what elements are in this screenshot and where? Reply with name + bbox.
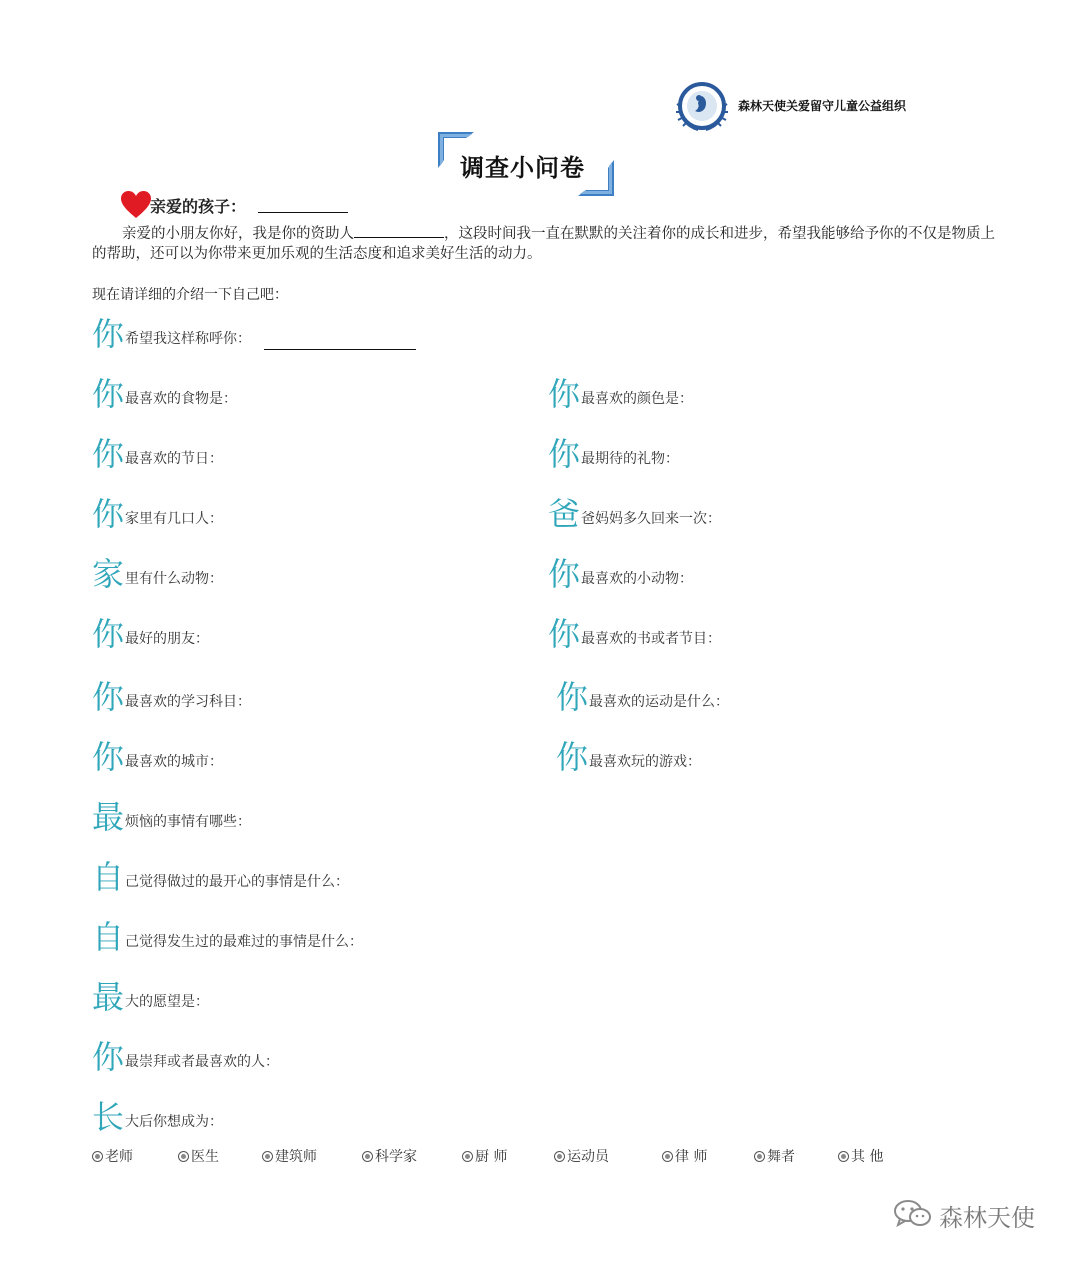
option-label: 厨 师	[475, 1149, 508, 1165]
question-text: 烦恼的事情有哪些：	[125, 814, 251, 830]
question-text: 最喜欢的书或者节目：	[581, 631, 721, 647]
question-initial: 最	[92, 798, 125, 836]
nickname-answer-field[interactable]	[264, 349, 416, 350]
question-text: 最喜欢的运动是什么：	[589, 694, 729, 710]
option-other[interactable]	[838, 1146, 883, 1166]
radio-icon	[662, 1151, 673, 1162]
question-initial: 你	[548, 375, 581, 413]
question-initial: 自	[92, 918, 125, 956]
question-initial: 你	[92, 495, 125, 533]
question-text: 最喜欢的小动物：	[581, 571, 693, 587]
intro-part2: ，这段时间我一直在默默的关注着你的成长和进步，希望我能够给予你的不仅是物质上的帮助，还可以为你带来更加乐观的生活态度和追求美好生活的动力。	[92, 226, 995, 262]
question-initial: 爸	[548, 495, 581, 533]
question-text: 希望我这样称呼你：	[125, 331, 251, 347]
question-text: 大的愿望是：	[125, 994, 209, 1010]
question-text: 最崇拜或者最喜欢的人：	[125, 1054, 279, 1070]
question-text: 最喜欢的食物是：	[125, 391, 237, 407]
question-initial: 自	[92, 858, 125, 896]
chat-bubbles-icon	[893, 1199, 933, 1229]
question-initial: 你	[548, 555, 581, 593]
option-label: 医生	[191, 1149, 219, 1165]
child-name-field[interactable]	[258, 212, 348, 213]
question-initial: 最	[92, 978, 125, 1016]
question-initial: 你	[92, 1038, 125, 1076]
org-logo	[672, 76, 732, 136]
question-initial: 你	[92, 678, 125, 716]
watermark	[893, 1196, 1053, 1232]
greeting-text: 亲爱的孩子：	[150, 197, 247, 216]
question-initial: 你	[556, 738, 589, 776]
radio-icon	[754, 1151, 765, 1162]
option-doctor[interactable]	[178, 1146, 219, 1166]
question-initial: 你	[92, 315, 125, 353]
option-label: 其 他	[851, 1149, 884, 1165]
question-text: 最期待的礼物：	[581, 451, 679, 467]
option-teacher[interactable]	[92, 1146, 133, 1166]
option-label: 科学家	[375, 1149, 417, 1165]
option-scientist[interactable]	[362, 1146, 417, 1166]
question-initial: 你	[556, 678, 589, 716]
option-athlete[interactable]	[554, 1146, 609, 1166]
intro-part1: 亲爱的小朋友你好，我是你的资助人	[122, 226, 354, 242]
radio-icon	[838, 1151, 849, 1162]
option-architect[interactable]	[262, 1146, 317, 1166]
radio-icon	[362, 1151, 373, 1162]
question-text: 己觉得发生过的最难过的事情是什么：	[125, 934, 363, 950]
option-dancer[interactable]	[754, 1146, 795, 1166]
question-text: 里有什么动物：	[125, 571, 223, 587]
question-text: 家里有几口人：	[125, 511, 223, 527]
question-text: 最喜欢玩的游戏：	[589, 754, 701, 770]
question-initial: 你	[92, 615, 125, 653]
watermark-text: 森林天使	[939, 1204, 1035, 1232]
career-options	[92, 1146, 912, 1170]
option-chef[interactable]	[462, 1146, 507, 1166]
option-label: 老师	[105, 1149, 133, 1165]
option-label: 建筑师	[275, 1149, 317, 1165]
question-text: 最喜欢的颜色是：	[581, 391, 693, 407]
org-name: 森林天使关爱留守儿童公益组织	[738, 99, 907, 113]
lead-text: 现在请详细的介绍一下自己吧：	[92, 287, 288, 303]
question-nickname	[92, 312, 422, 352]
question-initial: 你	[92, 738, 125, 776]
option-lawyer[interactable]	[662, 1146, 707, 1166]
question-text: 大后你想成为：	[125, 1114, 223, 1130]
question-text: 最喜欢的学习科目：	[125, 694, 251, 710]
question-text: 最喜欢的节日：	[125, 451, 223, 467]
page-title: 调查小问卷	[460, 153, 585, 182]
question-text: 爸妈妈多久回来一次：	[581, 511, 721, 527]
option-label: 运动员	[567, 1149, 609, 1165]
option-label: 律 师	[675, 1149, 708, 1165]
radio-icon	[262, 1151, 273, 1162]
question-text: 己觉得做过的最开心的事情是什么：	[125, 874, 349, 890]
title-block	[436, 130, 616, 198]
question-text: 最好的朋友：	[125, 631, 209, 647]
question-initial: 你	[92, 375, 125, 413]
question-initial: 你	[548, 435, 581, 473]
question-initial: 家	[92, 555, 125, 593]
sponsor-name-field[interactable]	[354, 225, 444, 238]
option-label: 舞者	[767, 1149, 795, 1165]
question-initial: 你	[92, 435, 125, 473]
intro-paragraph	[92, 224, 997, 264]
heart-icon	[120, 190, 152, 220]
radio-icon	[462, 1151, 473, 1162]
radio-icon	[92, 1151, 103, 1162]
question-text: 最喜欢的城市：	[125, 754, 223, 770]
radio-icon	[178, 1151, 189, 1162]
question-initial: 你	[548, 615, 581, 653]
question-initial: 长	[92, 1098, 125, 1136]
radio-icon	[554, 1151, 565, 1162]
